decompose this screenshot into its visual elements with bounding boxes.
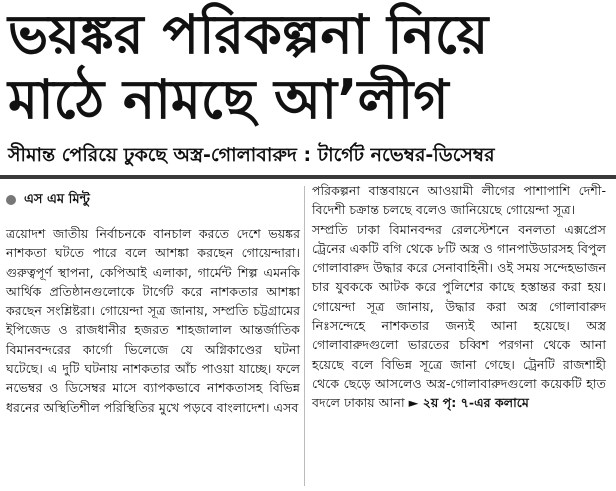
left-column-text: ত্রয়োদশ জাতীয় নির্বাচনকে বানচাল করতে দেশে ভয়ঙ্কর নাশকতা ঘটতে পারে বলে আশঙ্কা করছেন গোয়েন্দারা। গুরুত্বপূর্ণ স্থাপনা, কেপিআই এলাকা, গার্মেন্ট শিল্প এমনকি আর্থিক প্রতিষ্ঠানগুলোকে টার্গেট করে নাশকতার আশঙ্কা করছেন সংশ্লিষ্টরা। গোয়েন্দা সূত্র জানায়, সম্প্রতি চট্টগ্রামের ইপিজেড ও রাজধানীর হজরত শাহজালাল আন্তর্জাতিক বিমানবন্দরের কার্গো ভিলেজে যে অগ্নিকাণ্ডের ঘটনা ঘটেছে। এ দুটি ঘটনায় নাশকতার আঁচ পাওয়া যাচ্ছে। ফলে নভেম্বর ও ডিসেম্বর মাসে ব্যাপকভাবে নাশকতাসহ বিভিন্ন ধরনের অস্থিতিশীল পরিস্থিতির মুখে পড়বে বাংলাদেশ। এসব xyxy=(6,226,300,415)
column-separator xyxy=(304,186,305,486)
right-column-para-1: পরিকল্পনা বাস্তবায়নে আওয়ামী লীগের পাশাপাশি দেশী-বিদেশী চক্রান্ত চলছে বলেও জানিয়েছে গোয়েন্দা সূত্র। xyxy=(312,183,606,218)
byline-author: এস এম মিন্টু xyxy=(24,192,90,208)
continuation-arrow-icon: ► xyxy=(408,395,419,411)
byline xyxy=(6,186,300,214)
continuation-note xyxy=(409,393,529,412)
right-column-para-2-text: সম্প্রতি ঢাকা বিমানবন্দর রেলস্টেশনে বনলতা এক্সপ্রেস ট্রেনের একটি বগি থেকে ৮টি অস্ত্র ও গানপাউডারসহ বিপুল গোলাবারুদ উদ্ধার করে সেনাবাহিনী। ওই সময় সন্দেহভাজন চার যুবককে আটক করে পুলিশের কাছে হস্তান্তর করা হয়। গোয়েন্দা সূত্র জানায়, উদ্ধার করা অস্ত্র গোলাবারুদ নিঃসন্দেহে নাশকতার জন্যই আনা হয়েছে। অস্ত্র গোলাবারুদগুলো ভারতের চব্বিশ পরগনা থেকে আনা হয়েছে বলে বিভিন্ন সূত্রে জানা গেছে। ট্রেনটি রাজশাহী থেকে ছেড়ে আসলেও অস্ত্র-গোলাবারুদগুলো কয়েকটি হাত বদলে ঢাকায় আনা xyxy=(312,221,606,411)
headline-line-2: মাঠে নামছে আ’লীগ xyxy=(8,68,449,131)
subheadline: সীমান্ত পেরিয়ে ঢুকছে অস্ত্র-গোলাবারুদ : টার্গেট নভেম্বর-ডিসেম্বর xyxy=(8,144,495,166)
left-column xyxy=(6,186,300,417)
byline-bullet-icon xyxy=(6,195,16,205)
right-column xyxy=(312,181,606,413)
continuation-text: ২য় পৃ: ৭-এর কলামে xyxy=(422,395,529,411)
right-column-para-2 xyxy=(312,220,606,413)
divider-rule xyxy=(0,175,616,179)
headline xyxy=(8,2,608,132)
headline-line-1: ভয়ঙ্কর পরিকল্পনা নিয়ে xyxy=(8,3,489,66)
